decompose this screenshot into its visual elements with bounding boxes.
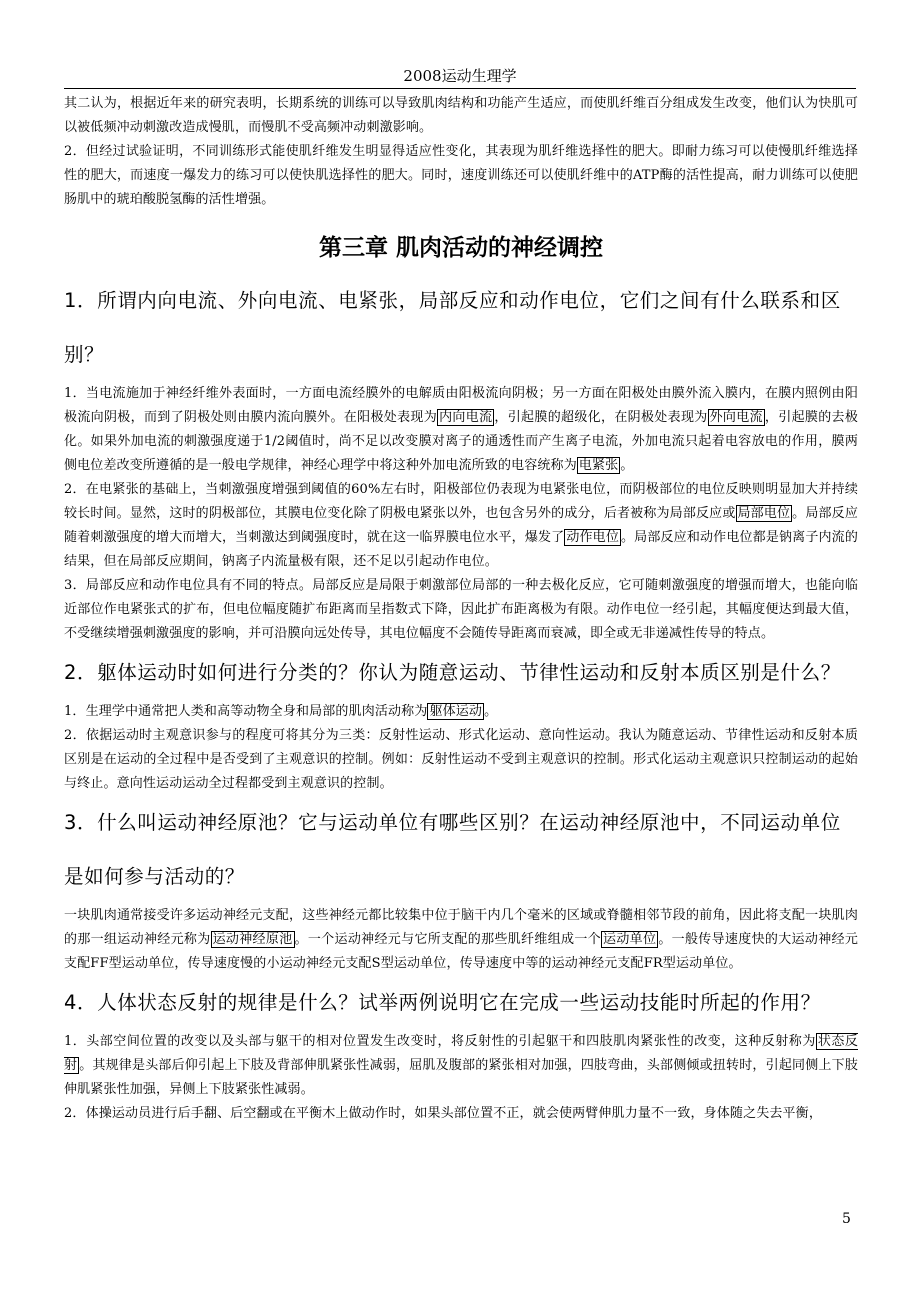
intro-section	[64, 92, 858, 212]
paragraph-text: 一块肌肉通常接受许多运动神经元支配，这些神经元都比较集中位于脑干内几个毫米的区域或脊髓相邻节段的前角，因此将支配一块肌肉的那一组运动神经元称为	[64, 908, 858, 947]
running-header: 2008运动生理学	[403, 67, 517, 85]
intro-paragraph	[64, 92, 858, 140]
boxed-term: 局部电位	[737, 506, 791, 521]
boxed-term: 躯体运动	[429, 704, 483, 719]
boxed-term: 运动神经原池	[212, 932, 293, 947]
answer-paragraph	[64, 1030, 858, 1102]
paragraph-text: 3．局部反应和动作电位具有不同的特点。局部反应是局限于刺激部位局部的一种去极化反应，它可随刺激强度的增强而增大，也能向临近部位作电紧张式的扩布，但电位幅度随扩布距离而呈指数式下降，因此扩布距离极为有限。动作电位一经引起，其幅度便达到最大值，不受继续增强刺激强度的影响，并可沿膜向远处传导，其电位幅度不会随传导距离而衰减，即全或无非递减性传导的特点。	[64, 578, 858, 641]
boxed-term: 状态反射	[64, 1034, 858, 1073]
question-heading: 1．所谓内向电流、外向电流、电紧张，局部反应和动作电位，它们之间有什么联系和区别？	[64, 289, 841, 366]
answer-paragraph	[64, 574, 858, 646]
question-section	[64, 796, 858, 976]
answer-paragraph	[64, 382, 858, 478]
question-sections	[64, 274, 858, 1126]
document-body	[64, 92, 858, 1126]
boxed-term: 运动单位	[603, 932, 657, 947]
answer-paragraph	[64, 478, 858, 574]
paragraph-text: 。一般传导速度快的大运动神经元支配FF型运动单位，传导速度慢的小运动神经元支配S型运动单位，传导速度中等的运动神经元支配FR型运动单位。	[64, 932, 859, 971]
paragraph-text: 2．在电紧张的基础上，当刺激强度增强到阈值的60%左右时，阳极部位仍表现为电紧张电位，而阴极部位的电位反映则明显加大并持续较长时间。显然，这时的阴极部位，其膜电位变化除了阴极电紧张以外，也包含另外的成分，后者被称为局部反应或	[64, 482, 858, 521]
question-section	[64, 646, 858, 796]
paragraph-text: 。局部反应随着刺激强度的增大而增大，当刺激达到阈强度时，就在这一临界膜电位水平，爆发了	[64, 506, 858, 545]
paragraph-text: 。一个运动神经元与它所支配的那些肌纤维组成一个	[294, 932, 601, 947]
intro-paragraph	[64, 140, 858, 212]
paragraph-text: 。局部反应和动作电位都是钠离子内流的结果，但在局部反应期间，钠离子内流量极有限，还不足以引起动作电位。	[64, 530, 858, 569]
question-heading: 4．人体状态反射的规律是什么？试举两例说明它在完成一些运动技能时所起的作用？	[64, 991, 821, 1014]
boxed-term: 外向电流	[709, 410, 763, 425]
paragraph-text: 1．当电流施加于神经纤维外表面时，一方面电流经膜外的电解质由阳极流向阴极；另一方面在阳极处由膜外流入膜内，在膜内照例由阳极流向阴极，而到了阴极处则由膜内流向膜外。在阳极处表现为	[64, 386, 858, 425]
boxed-term: 动作电位	[566, 530, 620, 545]
paragraph-text: 其二认为，根据近年来的研究表明，长期系统的训练可以导致肌肉结构和功能产生适应，而使肌纤维百分组成发生改变，他们认为快肌可以被低频冲动刺激改造成慢肌，而慢肌不受高频冲动刺激影响。	[64, 96, 858, 135]
page-number: 5	[842, 1211, 851, 1227]
paragraph-text: 2．依据运动时主观意识参与的程度可将其分为三类：反射性运动、形式化运动、意向性运动。我认为随意运动、节律性运动和反射本质区别是在运动的全过程中是否受到了主观意识的控制。例如：反射性运动不受到主观意识的控制。形式化运动主观意识只控制运动的起始与终止。意向性运动运动全过程都受到主观意识的控制。	[64, 728, 858, 791]
paragraph-text: 。	[620, 458, 634, 473]
paragraph-text: 。	[484, 704, 498, 719]
chapter-title: 第三章 肌肉活动的神经调控	[318, 235, 603, 261]
answer-paragraph	[64, 1102, 858, 1126]
paragraph-text: ，引起膜的超级化，在阴极处表现为	[494, 410, 708, 425]
paragraph-text: 2．体操运动员进行后手翻、后空翻或在平衡木上做动作时，如果头部位置不正，就会使两臂伸肌力量不一致，身体随之失去平衡，	[64, 1106, 822, 1121]
paragraph-text: 2．但经过试验证明，不同训练形式能使肌纤维发生明显得适应性变化，其表现为肌纤维选择性的肥大。即耐力练习可以使慢肌纤维选择性的肥大，而速度一爆发力的练习可以使快肌选择性的肥大。同时，速度训练还可以使肌纤维中的ATP酶的活性提高，耐力训练可以使肥肠肌中的琥珀酸脱氢酶的活性增强。	[64, 144, 858, 207]
paragraph-text: ，引起膜的去极化。如果外加电流的刺激强度递于1/2阈值时，尚不足以改变膜对离子的通透性而产生离子电流，外加电流只起着电容放电的作用，膜两侧电位差改变所遵循的是一般电学规律，神经心理学中将这种外加电流所致的电容统称为	[64, 410, 859, 473]
question-heading: 3．什么叫运动神经原池？它与运动单位有哪些区别？在运动神经原池中，不同运动单位是如何参与活动的？	[64, 811, 841, 888]
question-section	[64, 274, 858, 646]
question-heading: 2．躯体运动时如何进行分类的？你认为随意运动、节律性运动和反射本质区别是什么？	[64, 661, 841, 684]
header-rule	[64, 88, 856, 89]
question-section	[64, 976, 858, 1126]
boxed-term: 电紧张	[578, 458, 619, 473]
answer-paragraph	[64, 904, 858, 976]
answer-paragraph	[64, 724, 858, 796]
paragraph-text: 。其规律是头部后仰引起上下肢及背部伸肌紧张性减弱，屈肌及腹部的紧张相对加强，四肢弯曲，头部侧倾或扭转时，引起同侧上下肢伸肌紧张性加强，异侧上下肢紧张性减弱。	[64, 1058, 858, 1097]
answer-paragraph	[64, 700, 858, 724]
paragraph-text: 1．头部空间位置的改变以及头部与躯干的相对位置发生改变时，将反射性的引起躯干和四肢肌肉紧张性的改变，这种反射称为	[64, 1034, 816, 1049]
boxed-term: 内向电流	[439, 410, 493, 425]
paragraph-text: 1．生理学中通常把人类和高等动物全身和局部的肌肉活动称为	[64, 704, 428, 719]
